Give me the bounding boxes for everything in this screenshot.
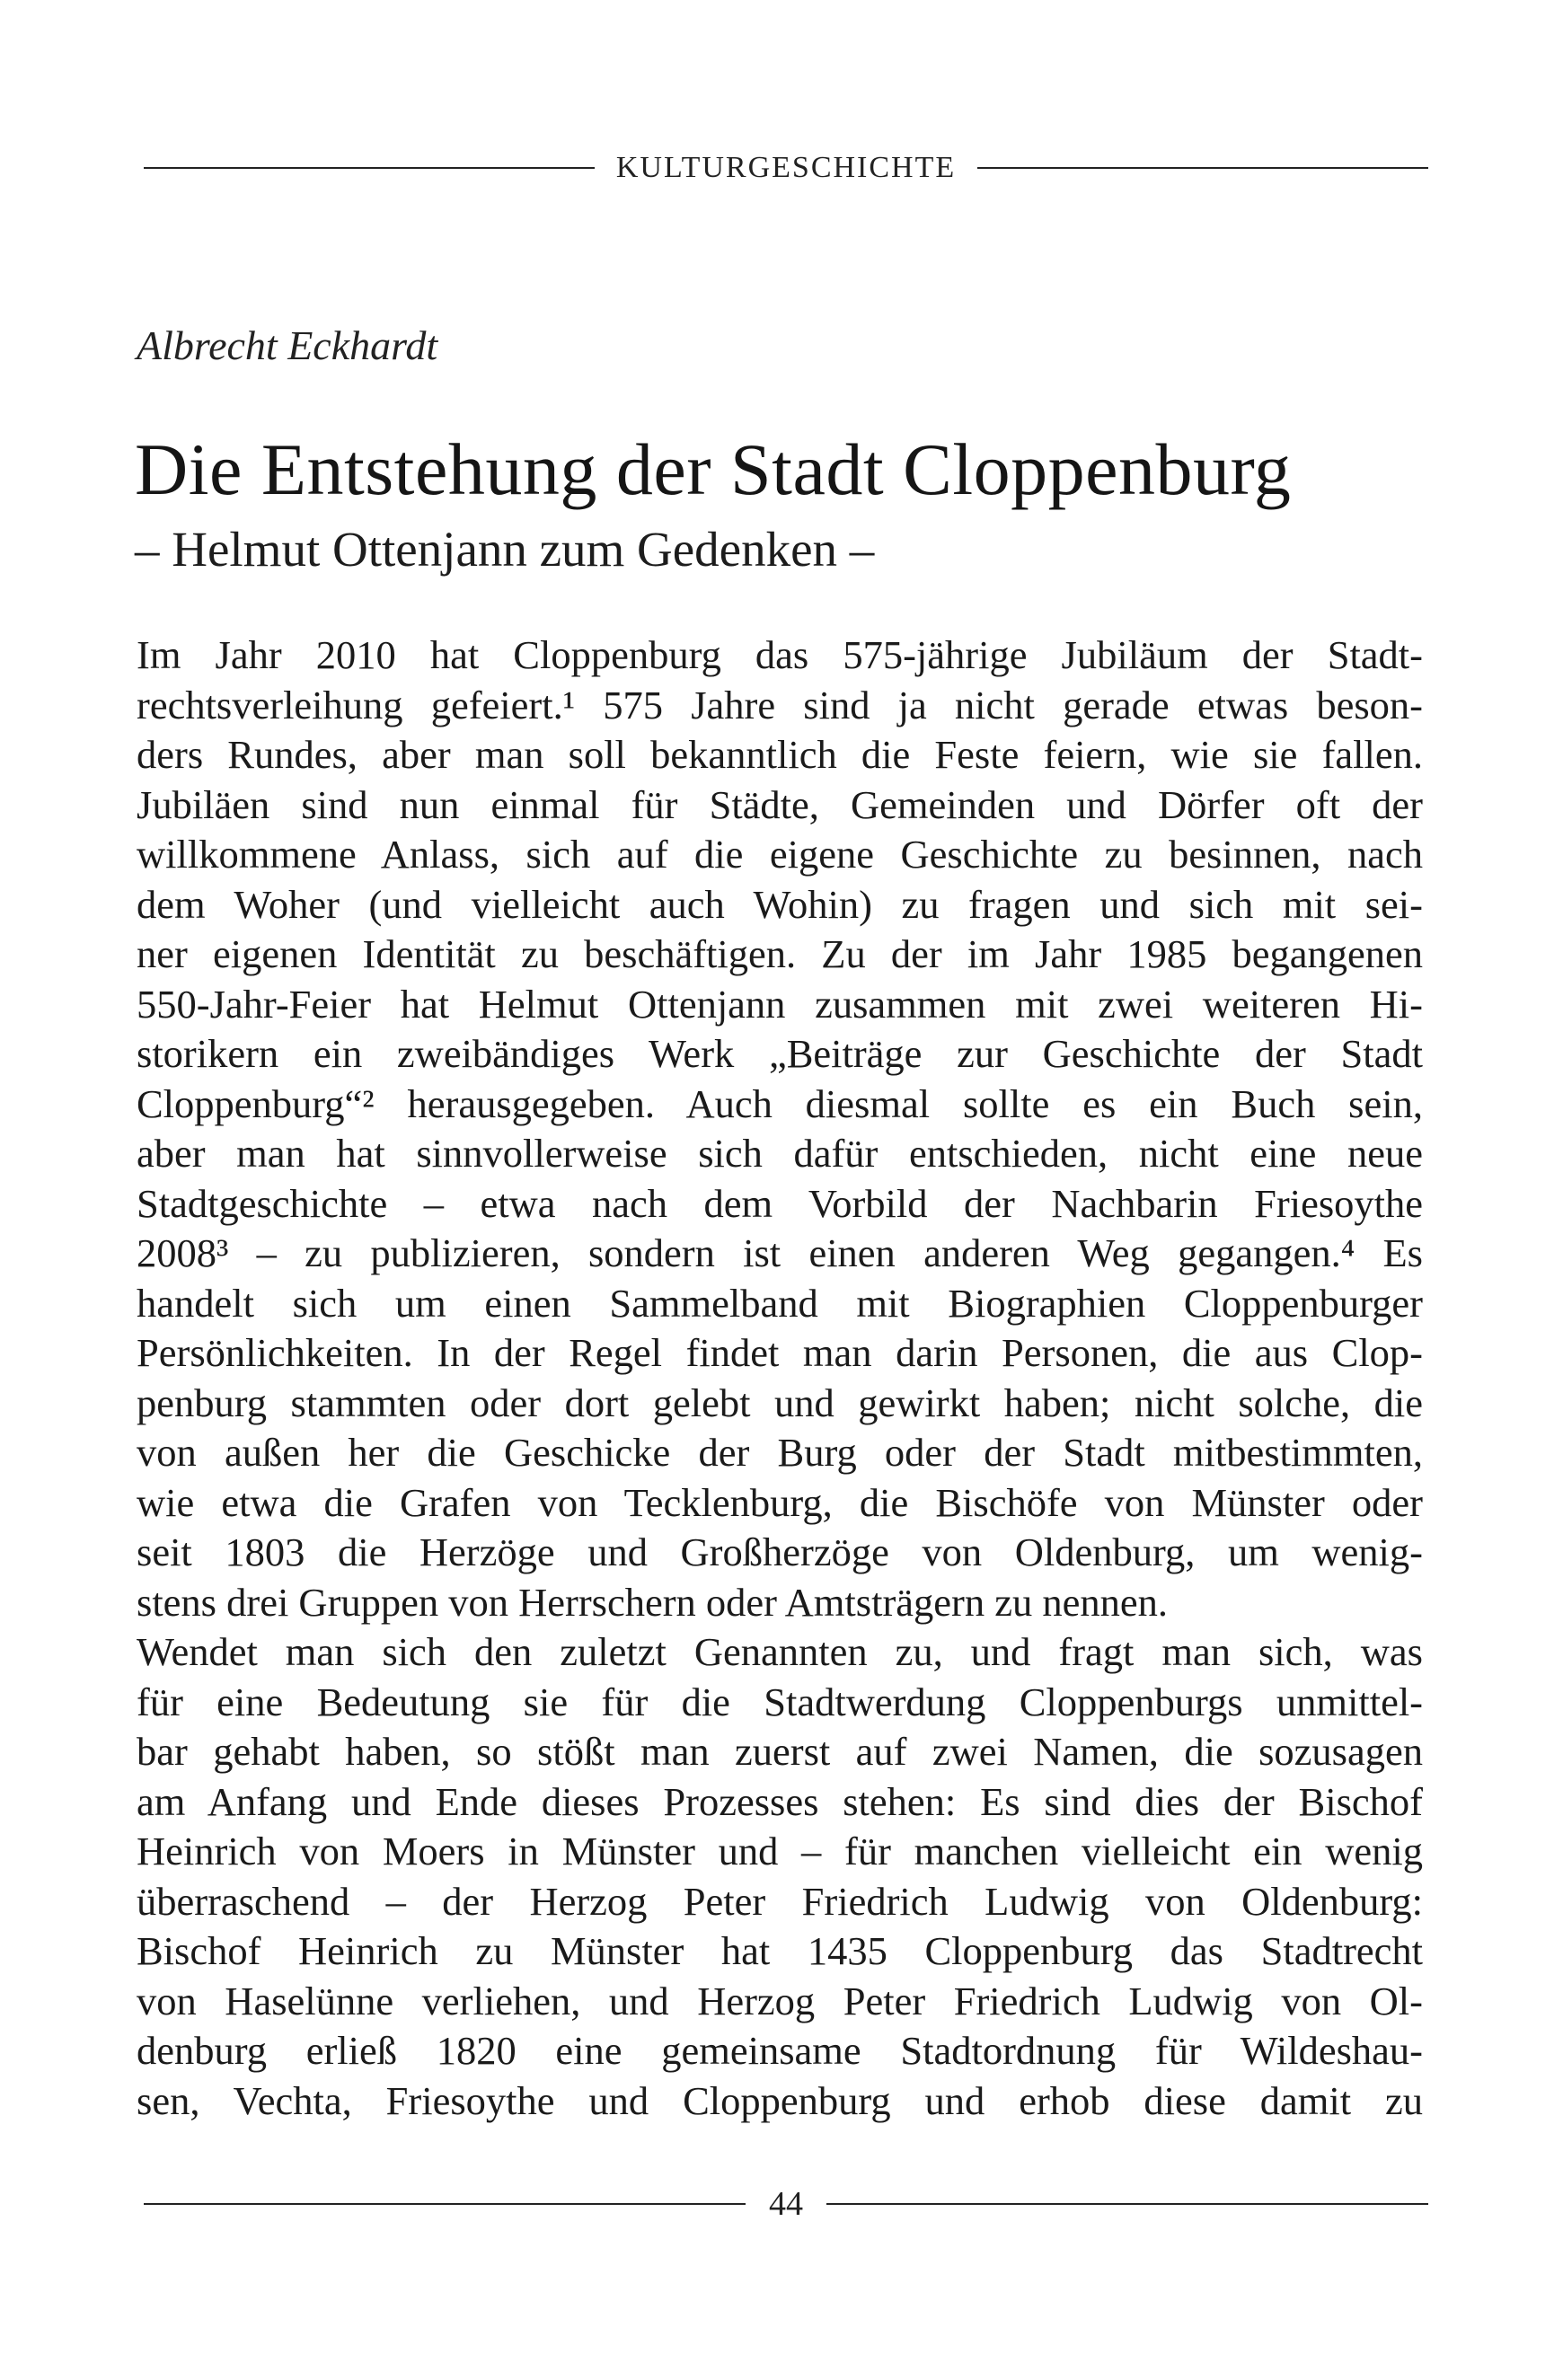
body-line: willkommene Anlass, sich auf die eigene Geschichte zu besinnen, nach — [137, 832, 1423, 877]
body-line: Heinrich von Moers in Münster und – für manchen vielleicht ein wenig — [137, 1829, 1423, 1873]
body-line: storikern ein zweibändiges Werk „Beiträge zur Geschichte der Stadt — [137, 1031, 1423, 1076]
footer-rule-right — [826, 2203, 1428, 2205]
author-name: Albrecht Eckhardt — [137, 322, 438, 368]
body-line: für eine Bedeutung sie für die Stadtwerdung Cloppenburgs unmittel- — [137, 1679, 1423, 1724]
body-line: Bischof Heinrich zu Münster hat 1435 Cloppenburg das Stadtrecht — [137, 1928, 1423, 1973]
body-line: dem Woher (und vielleicht auch Wohin) zu fragen und sich mit sei- — [137, 881, 1423, 927]
body-line: Cloppenburg“² herausgegeben. Auch diesmal sollte es ein Buch sein, — [137, 1080, 1423, 1126]
body-line: Im Jahr 2010 hat Cloppenburg das 575-jährige Jubiläum der Stadt- — [137, 632, 1423, 677]
article-subtitle: – Helmut Ottenjann zum Gedenken – — [135, 522, 875, 577]
footer-rule-left — [144, 2203, 746, 2205]
body-line: rechtsverleihung gefeiert.¹ 575 Jahre sind ja nicht gerade etwas beson- — [137, 682, 1423, 727]
body-line: ner eigenen Identität zu beschäftigen. Zu der im Jahr 1985 begangenen — [137, 931, 1423, 976]
footer-row — [144, 2184, 1428, 2224]
body-line: am Anfang und Ende dieses Prozesses stehen: Es sind dies der Bischof — [137, 1778, 1423, 1824]
running-head: KULTURGESCHICHTE — [615, 151, 957, 184]
body-line: ders Rundes, aber man soll bekanntlich die Feste feiern, wie sie fallen. — [137, 732, 1423, 777]
body-line: bar gehabt haben, so stößt man zuerst auf zwei Namen, die sozusagen — [137, 1729, 1423, 1774]
body-line: von Haselünne verliehen, und Herzog Peter Friedrich Ludwig von Ol- — [137, 1978, 1423, 2023]
body-line: seit 1803 die Herzöge und Großherzöge von Oldenburg, um wenig- — [137, 1529, 1423, 1574]
header-rule-right — [977, 167, 1428, 169]
body-line: von außen her die Geschicke der Burg oder der Stadt mitbestimmten, — [137, 1430, 1423, 1475]
page-number: 44 — [769, 2185, 803, 2223]
body-line: Wendet man sich den zuletzt Genannten zu, und fragt man sich, was — [137, 1629, 1423, 1674]
body-text — [137, 630, 1423, 2126]
body-line: denburg erließ 1820 eine gemeinsame Stadtordnung für Wildeshau- — [137, 2028, 1423, 2073]
header-rule-left — [144, 167, 595, 169]
body-line: penburg stammten oder dort gelebt und gewirkt haben; nicht solche, die — [137, 1380, 1423, 1425]
body-line: Jubiläen sind nun einmal für Städte, Gemeinden und Dörfer oft der — [137, 781, 1423, 827]
body-line: wie etwa die Grafen von Tecklenburg, die Bischöfe von Münster oder — [137, 1479, 1423, 1525]
body-line: Stadtgeschichte – etwa nach dem Vorbild der Nachbarin Friesoythe — [137, 1180, 1423, 1226]
body-line: 550-Jahr-Feier hat Helmut Ottenjann zusammen mit zwei weiteren Hi- — [137, 981, 1423, 1027]
running-head-row — [144, 151, 1428, 185]
body-line: sen, Vechta, Friesoythe und Cloppenburg und erhob diese damit zu — [137, 2077, 1423, 2123]
body-line: stens drei Gruppen von Herrschern oder Amtsträgern zu nennen. — [137, 1579, 1168, 1625]
body-line: handelt sich um einen Sammelband mit Biographien Cloppenburger — [137, 1280, 1423, 1326]
body-line: 2008³ – zu publizieren, sondern ist einen anderen Weg gegangen.⁴ Es — [137, 1230, 1423, 1275]
article-title: Die Entstehung der Stadt Cloppenburg — [135, 428, 1292, 510]
body-line: überraschend – der Herzog Peter Friedrich Ludwig von Oldenburg: — [137, 1878, 1423, 1924]
body-line: aber man hat sinnvollerweise sich dafür entschieden, nicht eine neue — [137, 1131, 1423, 1176]
body-line: Persönlichkeiten. In der Regel findet man darin Personen, die aus Clop- — [137, 1330, 1423, 1375]
